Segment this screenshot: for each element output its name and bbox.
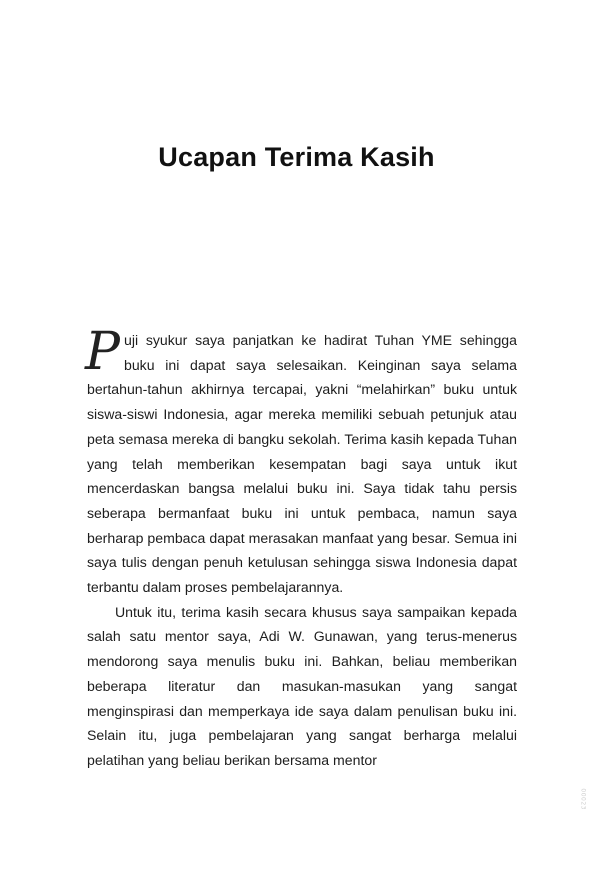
body-text bbox=[85, 322, 517, 773]
drop-cap: P bbox=[85, 322, 120, 382]
page-side-mark: 00023 bbox=[580, 788, 587, 810]
paragraph-2: Untuk itu, terima kasih secara khusus saya sampaikan kepada salah satu mentor saya, Adi W. Gunawan, yang terus-menerus mendorong saya menulis buku ini. Bahkan, beliau memberikan beberapa literatur dan masukan-masukan yang sangat menginspirasi dan memperkaya ide saya dalam penulisan buku ini. Selain itu, juga pembelajaran yang sangat berharga melalui pelatihan yang beliau berikan bersama mentor bbox=[87, 603, 517, 768]
page-title: Ucapan Terima Kasih bbox=[158, 142, 435, 172]
paragraph-1-text: uji syukur saya panjatkan ke hadirat Tuhan YME sehingga buku ini dapat saya selesaikan. Keinginan saya selama bertahun-tahun akhirnya tercapai, yakni “melahirkan” buku untuk siswa-siswi Indonesia, agar mereka memiliki sebuah petunjuk atau peta semasa mereka di bangku sekolah. Terima kasih kepada Tuhan yang telah memberikan kesempatan bagi saya untuk ikut mencerdaskan bangsa melalui buku ini. Saya tidak tahu persis seberapa bermanfaat buku ini untuk pembaca, namun saya berharap pembaca dapat merasakan manfaat yang besar. Semua ini saya tulis dengan penuh ketulusan sehingga siswa Indonesia dapat terbantu dalam proses pembelajarannya. bbox=[87, 332, 517, 596]
paragraph-1 bbox=[85, 322, 517, 600]
